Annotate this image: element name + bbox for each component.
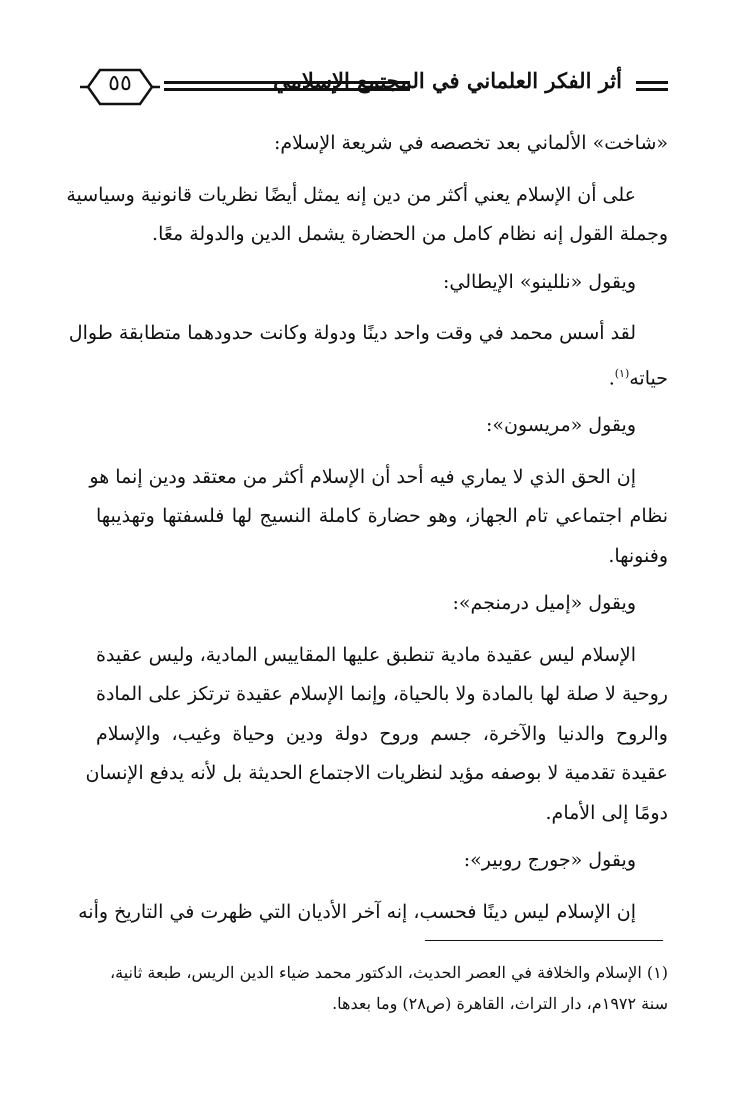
footnotes xyxy=(72,957,668,1019)
text-line: الإسلام ليس عقيدة مادية تنطبق عليها المقاييس المادية، وليس عقيدة xyxy=(96,643,636,666)
text-line: ويقول «جورج روبير»: xyxy=(463,849,636,872)
paragraph-gap xyxy=(96,576,668,584)
header-tail-line xyxy=(636,81,668,84)
text-line: إن الحق الذي لا يماري فيه أحد أن الإسلام أكثر من معتقد ودين إنما هو xyxy=(89,465,636,488)
text-fragment: حياته xyxy=(629,366,668,389)
text-line: لقد أسس محمد في وقت واحد دينًا ودولة وكانت حدودهما متطابقة طوال xyxy=(68,322,636,344)
footnote-line: (١) الإسلام والخلافة في العصر الحديث، الدكتور محمد ضياء الدين الريس، طبعة ثانية، xyxy=(109,963,668,982)
text-line: دومًا إلى الأمام. xyxy=(545,801,668,824)
text-line: على أن الإسلام يعني أكثر من دين إنه يمثل أيضًا نظريات قانونية وسياسية xyxy=(66,183,636,206)
page-number: ٥٥ xyxy=(108,71,132,96)
text-line: ويقول «إميل درمنجم»: xyxy=(452,592,636,615)
paragraph-gap xyxy=(96,881,668,893)
text-line: روحية لا صلة لها بالمادة ولا بالحياة، وإنما الإسلام عقيدة ترتكز على المادة xyxy=(96,683,668,706)
paragraph-gap xyxy=(96,624,668,636)
header-tail-rule xyxy=(636,81,668,95)
footnote-separator xyxy=(425,940,663,941)
running-title: أثر الفكر العلماني في المجتمع الإسلامي xyxy=(273,68,622,93)
paragraph-gap xyxy=(96,446,668,458)
paragraph-gap xyxy=(96,833,668,841)
paragraph-gap xyxy=(96,302,668,314)
page-header xyxy=(78,64,668,114)
text-line: عقيدة تقدمية لا بوصفه مؤيد لنظريات الاجتماع الحديثة بل لأنه يدفع الإنسان xyxy=(85,762,668,785)
text-line: إن الإسلام ليس دينًا فحسب، إنه آخر الأديان التي ظهرت في التاريخ وأنه xyxy=(78,900,636,923)
footnote-reference: (١) xyxy=(614,366,630,380)
text-fragment: . xyxy=(608,366,615,389)
main-text xyxy=(66,124,668,932)
text-line: ويقول «نللينو» الإيطالي: xyxy=(443,270,636,293)
header-tail-line xyxy=(636,88,668,91)
page-number-ornament xyxy=(78,64,162,110)
text-line: وفنونها. xyxy=(608,544,668,567)
text-line: «شاخت» الألماني بعد تخصصه في شريعة الإسلام: xyxy=(273,132,668,154)
paragraph-gap xyxy=(96,255,668,263)
text-line: ويقول «مريسون»: xyxy=(485,414,636,437)
text-line: والروح والدنيا والآخرة، جسم وروح دولة ودين وحياة وغيب، والإسلام xyxy=(96,722,668,745)
text-line: نظام اجتماعي تام الجهاز، وهو حضارة كاملة النسيج لها فلسفتها وتهذيبها xyxy=(96,505,668,528)
paragraph-gap xyxy=(96,164,668,176)
paragraph-gap xyxy=(96,398,668,406)
text-line xyxy=(96,354,668,399)
text-line: وجملة القول إنه نظام كامل من الحضارة يشمل الدين والدولة معًا. xyxy=(152,223,668,245)
footnote-line: سنة ١٩٧٢م، دار التراث، القاهرة (ص٢٨) وما بعدها. xyxy=(332,994,668,1013)
